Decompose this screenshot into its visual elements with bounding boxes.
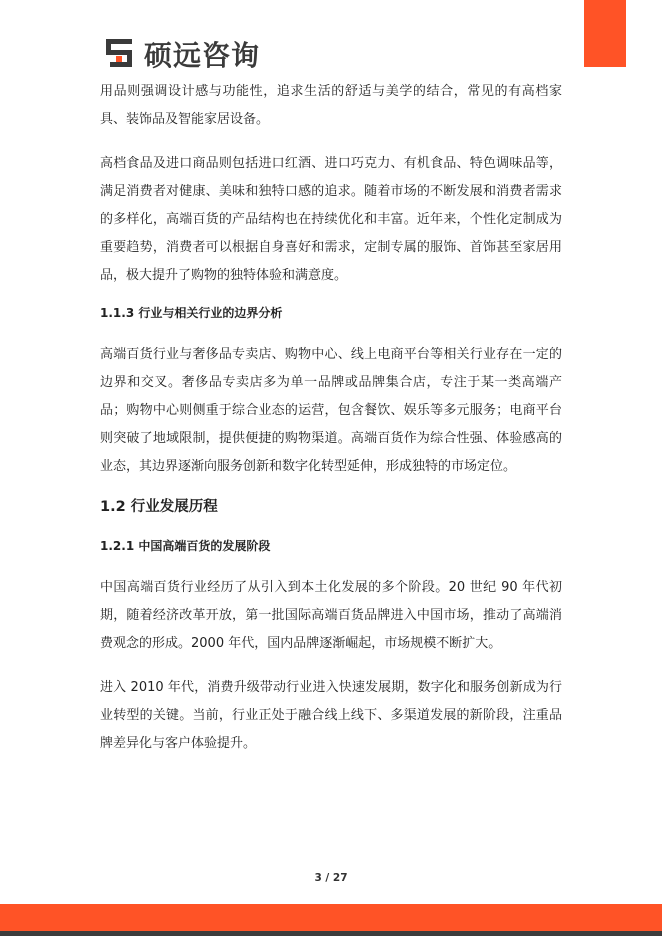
paragraph: 高端百货行业与奢侈品专卖店、购物中心、线上电商平台等相关行业存在一定的边界和交叉。奢侈品专卖店多为单一品牌或品牌集合店，专注于某一类高端产品；购物中心则侧重于综合业态的运营，包含餐饮、娱乐等多元服务；电商平台则突破了地域限制，提供便捷的购物渠道。高端百货作为综合性强、体验感高的业态，其边界逐渐向服务创新和数字化转型延伸，形成独特的市场定位。 [100,347,562,474]
paragraph: 高档食品及进口商品则包括进口红酒、进口巧克力、有机食品、特色调味品等，满足消费者对健康、美味和独特口感的追求。随着市场的不断发展和消费者需求的多样化，高端百货的产品结构也在持续优化和丰富。近年来，个性化定制成为重要趋势，消费者可以根据自身喜好和需求，定制专属的服饰、首饰甚至家居用品，极大提升了购物的独特体验和满意度。 [100,156,562,283]
brand-name: 硕远咨询 [144,39,261,72]
page-number: 3 / 27 [314,872,348,884]
corner-accent-tab [584,0,626,67]
section-heading-1-1-3: 1.1.3 行业与相关行业的边界分析 [100,306,283,320]
footer-accent-bar [0,904,662,931]
brand-logo [106,38,260,70]
stacked-s-logo-icon [106,39,136,69]
paragraph: 用品则强调设计感与功能性，追求生活的舒适与美学的结合，常见的有高档家具、装饰品及智能家居设备。 [100,84,562,127]
footer-dark-bar [0,931,662,936]
paragraph: 中国高端百货行业经历了从引入到本土化发展的多个阶段。20 世纪 90 年代初期，随着经济改革开放，第一批国际高端百货品牌进入中国市场，推动了高端消费观念的形成。2000 年代，国内品牌逐渐崛起，市场规模不断扩大。 [100,580,562,651]
section-heading-1-2: 1.2 行业发展历程 [100,499,218,515]
document-body [100,78,562,758]
paragraph: 进入 2010 年代，消费升级带动行业进入快速发展期，数字化和服务创新成为行业转型的关键。当前，行业正处于融合线上线下、多渠道发展的新阶段，注重品牌差异化与客户体验提升。 [100,680,562,751]
section-heading-1-2-1: 1.2.1 中国高端百货的发展阶段 [100,539,271,553]
